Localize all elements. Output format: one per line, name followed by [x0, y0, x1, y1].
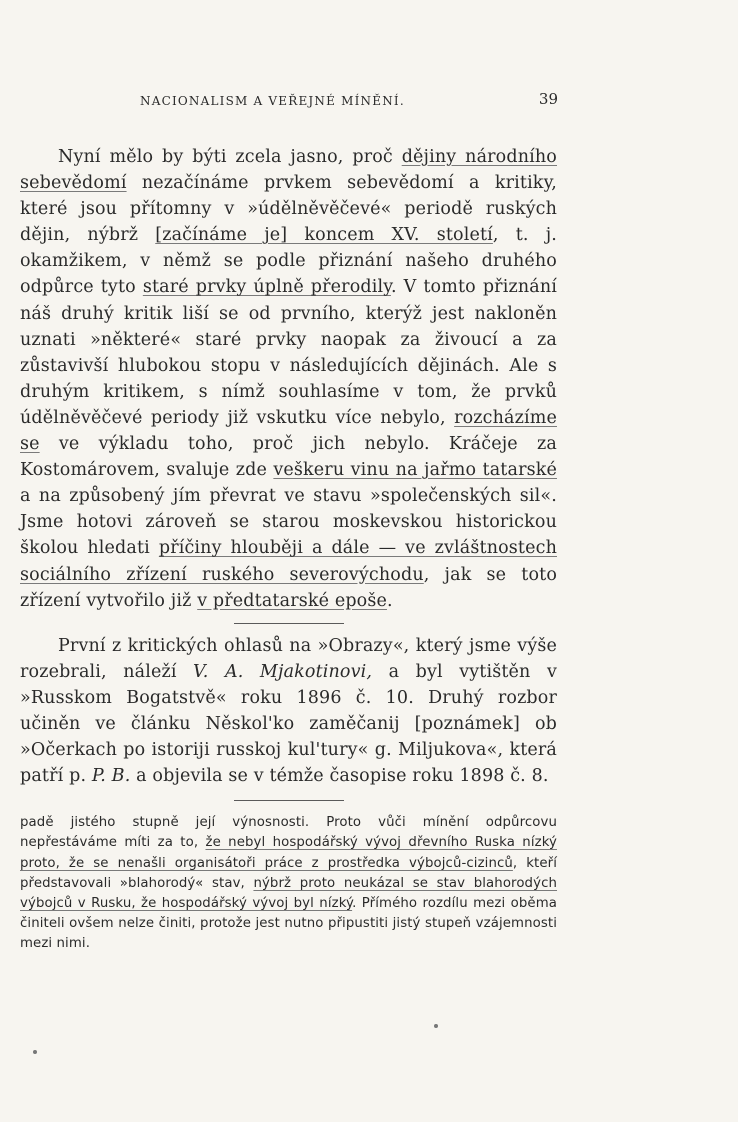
- underlined-phrase: nýbrž proto neukázal se stav blahorodých výbojců v Rusku, že hospodářský vývoj byl nízký: [20, 875, 558, 912]
- section-divider: [234, 623, 344, 624]
- underlined-phrase: staré prvky úplně přerodily: [142, 277, 391, 298]
- text-run: , jak se toto zřízení vytvořilo již: [20, 564, 558, 611]
- running-header: [140, 90, 560, 108]
- text-run: padě jistého stupně její výnosnosti. Proto vůči mínění odpůrcovu nepřestáváme míti za to,: [20, 815, 557, 851]
- text-run: , kteří představovali »blahorodý« stav,: [20, 855, 557, 891]
- body-paragraph-1: [20, 144, 557, 614]
- underlined-phrase: že nebyl hospodářský vývoj dřevního Ruska nízký proto, že se nenašli organisátoři práce z prostředka výbojců-cizinců: [20, 835, 557, 871]
- underlined-phrase: rozcházíme se: [20, 407, 557, 455]
- text-run: a na způsobený jím převrat ve stavu »společenských sil«. Jsme hotovi zároveň se starou moskevskou historickou školou hledati: [20, 486, 557, 559]
- footnote: [20, 813, 557, 954]
- underlined-phrase: dějiny národního sebevědomí: [20, 147, 557, 194]
- speck-mark: [33, 1050, 37, 1054]
- text-run: ve výkladu toho, proč jich nebylo. Kráčeje za Kostomárovem, svaluje zde: [20, 434, 557, 481]
- underlined-phrase: v předtatarské epoše: [197, 590, 387, 611]
- footnote-divider: [234, 800, 344, 801]
- text-run: . V tomto přiznání náš druhý kritik liší se od prvního, kterýž jest nakloněn uznati »některé« staré prvky naopak za živoucí a za zůstavivší hlubokou stopu v následujících dějinách. Ale s druhým kritikem, s nímž souhlasíme v tom, že prvků údělněvěčevé periody již vskutku více nebylo,: [20, 277, 557, 428]
- text-run: , t. j. okamžikem, v němž se podle přiznání našeho druhého odpůrce tyto: [20, 225, 558, 298]
- text-run: První z kritických ohlasů na »Obrazy«, který jsme výše rozebrali, náleží: [20, 635, 557, 682]
- underlined-phrase: [začínáme je] koncem XV. století: [155, 225, 493, 246]
- author-name: V. A. Mjakotinovi,: [193, 661, 373, 682]
- author-initials: P. B.: [91, 766, 131, 787]
- text-run: . Přímého rozdílu mezi oběma činiteli ovšem nelze činiti, protože jest nutno připustiti jistý stupeň vzájemnosti mezi nimi.: [20, 896, 557, 952]
- body-paragraph-2: [20, 633, 557, 790]
- text-run: nezačínáme prvkem sebevědomí a kritiky, které jsou přítomny v »údělněvěčevé« periodě ruských dějin, nýbrž: [20, 173, 557, 246]
- speck-mark: [434, 1024, 438, 1028]
- running-title: NACIONALISM A VEŘEJNÉ MÍNĚNÍ.: [140, 94, 405, 108]
- text-run: a objevila se v témže časopise roku 1898 č. 8.: [130, 766, 549, 787]
- text-run: a byl vytištěn v »Russkom Bogatstvě« roku 1896 č. 10. Druhý rozbor učiněn ve článku Něskol'ko zaměčanij [poznámek] ob »Očerkach po istoriji russkoj kul'tury« g. Miljukova«, která patří p.: [20, 661, 557, 787]
- text-run: Nyní mělo by býti zcela jasno, proč: [58, 147, 402, 167]
- page-number: 39: [538, 90, 558, 108]
- underlined-phrase: příčiny hlouběji a dále — ve zvláštnostech sociálního zřízení ruského severovýchodu: [20, 538, 557, 585]
- underlined-phrase: veškeru vinu na jařmo tatarské: [273, 460, 557, 481]
- text-run: .: [387, 590, 393, 611]
- page-body: [20, 144, 557, 955]
